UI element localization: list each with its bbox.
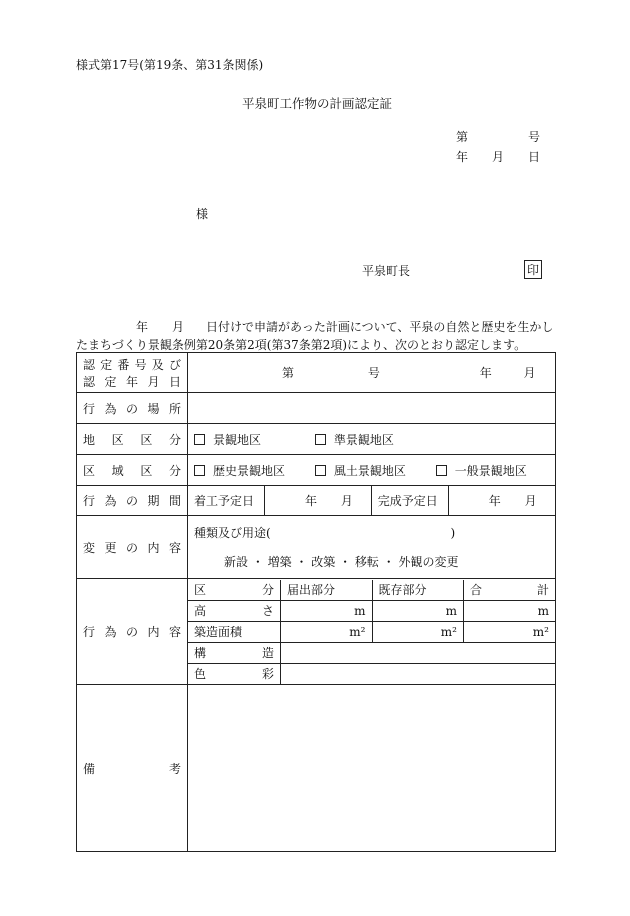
row-label: 区 域 区 分 [77, 455, 188, 486]
certificate-no-suffix: 号 [528, 130, 541, 144]
checkbox-icon[interactable] [315, 434, 326, 445]
sub-row-height: 高 さ m m m [188, 600, 555, 621]
date-day: 日 [528, 150, 541, 164]
intro-month: 月 [172, 320, 185, 334]
start-date[interactable]: 年 月 [265, 486, 372, 515]
row-action-content [77, 579, 556, 685]
change-type-options: 新設 ・ 増築 ・ 改築 ・ 移転 ・ 外観の変更 [224, 555, 459, 569]
certification-value[interactable]: 第 号 年 月 [188, 353, 556, 393]
checkbox-jun-keikan[interactable]: 準景観地区 [315, 433, 394, 447]
date-year: 年 [456, 150, 469, 164]
form-number: 様式第17号(第19条、第31条関係) [76, 58, 264, 72]
period-table [188, 486, 555, 515]
district-options [188, 424, 556, 455]
checkbox-icon[interactable] [315, 465, 326, 476]
certificate-no-prefix: 第 [456, 130, 469, 144]
row-label: 地 区 区 分 [77, 424, 188, 455]
row-district-class [77, 424, 556, 455]
checkbox-icon[interactable] [194, 434, 205, 445]
checkbox-keikan[interactable]: 景観地区 [194, 433, 261, 447]
row-location [77, 393, 556, 424]
row-remarks [77, 685, 556, 852]
checkbox-fudo[interactable]: 風土景観地区 [315, 464, 406, 478]
document-title: 平泉町工作物の計画認定証 [242, 96, 393, 111]
row-area-class [77, 455, 556, 486]
row-certification-number [77, 353, 556, 393]
seal-mark: 印 [524, 260, 542, 279]
checkbox-general[interactable]: 一般景観地区 [436, 464, 527, 478]
certificate-table [76, 352, 556, 852]
intro-line1: 日付けで申請があった計画について、平泉の自然と歴史を生かし [206, 320, 554, 334]
row-label: 行 為 の 期 間 [77, 486, 188, 516]
addressee: 様 [196, 207, 209, 221]
sub-row-area: 築造面積 m² m² m² [188, 621, 555, 642]
action-content-cell [188, 579, 556, 685]
location-value[interactable] [188, 393, 556, 424]
change-content-value[interactable]: 種類及び用途( ) 新設 ・ 増築 ・ 改築 ・ 移転 ・ 外観の変更 [188, 516, 556, 579]
row-label: 行 為 の 場 所 [77, 393, 188, 424]
row-change-content [77, 516, 556, 579]
remarks-value[interactable] [188, 685, 556, 852]
action-content-table [188, 580, 555, 684]
area-options [188, 455, 556, 486]
issuer-name: 平泉町長 [362, 264, 411, 278]
sub-row-structure: 構 造 [188, 642, 555, 663]
row-label [77, 353, 188, 393]
sub-row-color: 色 彩 [188, 663, 555, 684]
period-cell [188, 486, 556, 516]
row-label: 行 為 の 内 容 [77, 579, 188, 685]
type-usage-label: 種類及び用途( [194, 526, 271, 540]
label-line-2: 認 定 年 月 日 [83, 374, 181, 389]
label-line-1: 認 定 番 号 及 び [83, 357, 181, 372]
checkbox-icon[interactable] [436, 465, 447, 476]
row-period [77, 486, 556, 516]
row-label: 備 考 [77, 685, 188, 852]
intro-line2: たまちづくり景観条例第20条第2項(第37条第2項)により、次のとおり認定します。 [76, 338, 527, 352]
date-month: 月 [492, 150, 505, 164]
intro-year: 年 [136, 320, 149, 334]
start-label: 着工予定日 [188, 486, 265, 515]
row-label: 変 更 の 内 容 [77, 516, 188, 579]
checkbox-icon[interactable] [194, 465, 205, 476]
end-label: 完成予定日 [371, 486, 448, 515]
sub-header-row: 区 分 届出部分 既存部分 合 計 [188, 580, 555, 601]
end-date[interactable]: 年 月 [448, 486, 555, 515]
checkbox-history[interactable]: 歴史景観地区 [194, 464, 285, 478]
